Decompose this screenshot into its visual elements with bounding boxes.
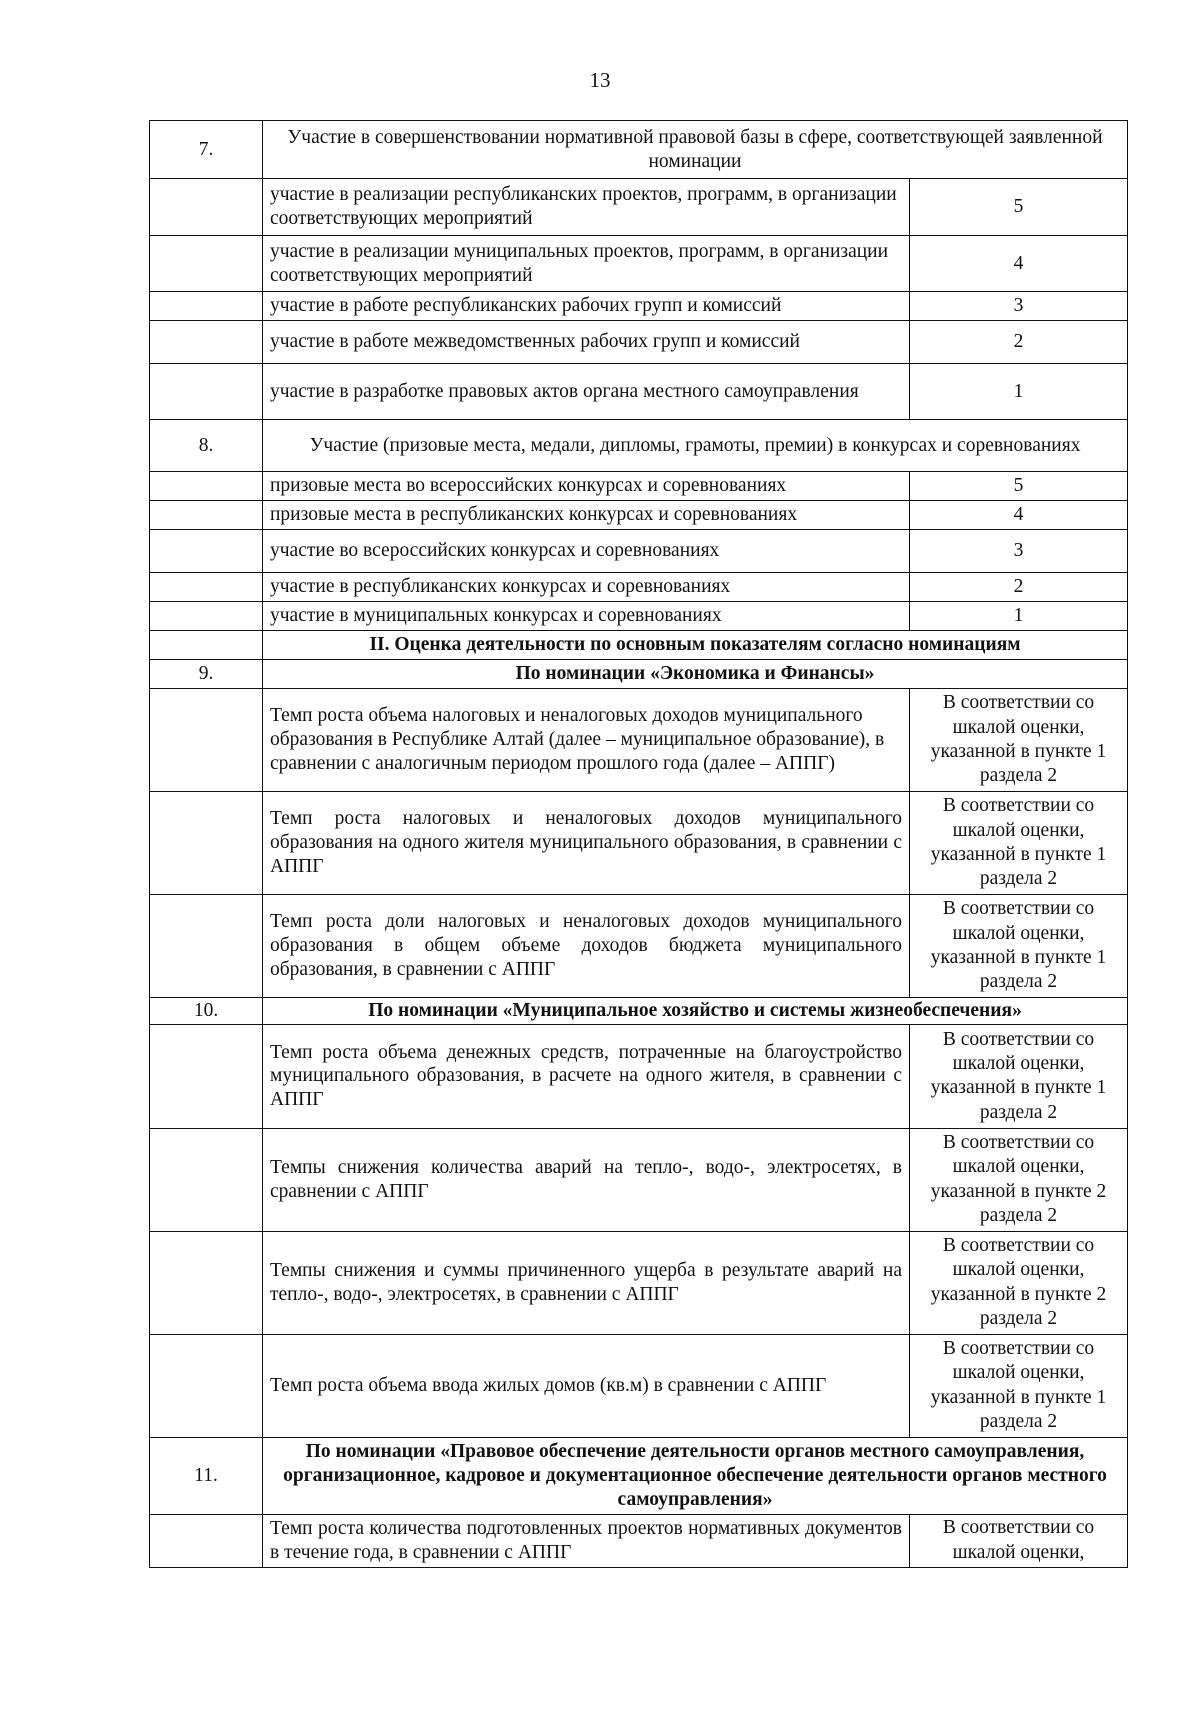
score-cell: 3: [910, 530, 1128, 573]
group-title: По номинации «Муниципальное хозяйство и системы жизнеобеспечения»: [263, 998, 1128, 1025]
table-row: [150, 689, 1128, 792]
section-row: [150, 631, 1128, 660]
table-row: [150, 1231, 1128, 1334]
number-cell: [150, 1514, 263, 1567]
score-cell: 1: [910, 364, 1128, 420]
criterion-text: призовые места во всероссийских конкурсах и соревнованиях: [263, 472, 910, 501]
score-cell: В соответствии со шкалой оценки, указанной в пункте 1 раздела 2: [910, 1334, 1128, 1437]
table-row: [150, 321, 1128, 364]
criterion-text: Темп роста объема налоговых и неналоговых доходов муниципального образования в Республике Алтай (далее – муниципальное образование), в сравнении с аналогичным периодом прошлого года (далее – АППГ): [263, 689, 910, 792]
table-row: [150, 501, 1128, 530]
criterion-text: участие в реализации республиканских проектов, программ, в организации соответствующих мероприятий: [263, 179, 910, 236]
criterion-text: Темп роста налоговых и неналоговых доходов муниципального образования на одного жителя муниципального образования, в сравнении с АППГ: [263, 792, 910, 895]
group-header-row: [150, 998, 1128, 1025]
group-header-row: [150, 1437, 1128, 1514]
table-row: [150, 1514, 1128, 1567]
table-row: [150, 602, 1128, 631]
criterion-text: Темпы снижения количества аварий на тепло-, водо-, электросетях, в сравнении с АППГ: [263, 1128, 910, 1231]
score-cell: 1: [910, 602, 1128, 631]
table-row: [150, 1334, 1128, 1437]
criterion-text: Темп роста объема денежных средств, потраченные на благоустройство муниципального образования, в расчете на одного жителя, в сравнении с АППГ: [263, 1024, 910, 1128]
number-cell: [150, 573, 263, 602]
score-cell: В соответствии со шкалой оценки, указанной в пункте 1 раздела 2: [910, 1024, 1128, 1128]
number-cell: [150, 631, 263, 660]
number-cell: [150, 602, 263, 631]
number-cell: [150, 1334, 263, 1437]
score-cell: В соответствии со шкалой оценки, указанной в пункте 2 раздела 2: [910, 1231, 1128, 1334]
table-row: [150, 179, 1128, 236]
number-cell: [150, 1128, 263, 1231]
number-cell: [150, 895, 263, 998]
criteria-table-body: [150, 121, 1128, 1568]
score-cell: 2: [910, 573, 1128, 602]
score-cell: 2: [910, 321, 1128, 364]
group-number: 8.: [150, 420, 263, 472]
criterion-text: Темп роста объема ввода жилых домов (кв.м) в сравнении с АППГ: [263, 1334, 910, 1437]
criterion-text: участие во всероссийских конкурсах и соревнованиях: [263, 530, 910, 573]
number-cell: [150, 236, 263, 292]
criterion-text: участие в разработке правовых актов органа местного самоуправления: [263, 364, 910, 420]
score-cell: 3: [910, 292, 1128, 321]
table-row: [150, 573, 1128, 602]
page-number: 13: [589, 68, 611, 92]
table-row: [150, 792, 1128, 895]
group-header-row: [150, 660, 1128, 689]
group-number: 9.: [150, 660, 263, 689]
table-row: [150, 472, 1128, 501]
criterion-text: участие в муниципальных конкурсах и соревнованиях: [263, 602, 910, 631]
number-cell: [150, 321, 263, 364]
number-cell: [150, 179, 263, 236]
group-header-row: [150, 121, 1128, 179]
score-cell: 4: [910, 236, 1128, 292]
group-number: 7.: [150, 121, 263, 179]
number-cell: [150, 501, 263, 530]
group-title: Участие в совершенствовании нормативной правовой базы в сфере, соответствующей заявленной номинации: [263, 121, 1128, 179]
criterion-text: участие в работе республиканских рабочих групп и комиссий: [263, 292, 910, 321]
table-row: [150, 895, 1128, 998]
score-cell: В соответствии со шкалой оценки, указанной в пункте 1 раздела 2: [910, 689, 1128, 792]
score-cell: 5: [910, 472, 1128, 501]
score-cell: В соответствии со шкалой оценки, указанной в пункте 2 раздела 2: [910, 1128, 1128, 1231]
table-row: [150, 292, 1128, 321]
score-cell: 4: [910, 501, 1128, 530]
criterion-text: призовые места в республиканских конкурсах и соревнованиях: [263, 501, 910, 530]
criterion-text: участие в реализации муниципальных проектов, программ, в организации соответствующих мероприятий: [263, 236, 910, 292]
number-cell: [150, 1024, 263, 1128]
group-number: 11.: [150, 1437, 263, 1514]
group-title: Участие (призовые места, медали, дипломы, грамоты, премии) в конкурсах и соревнованиях: [263, 420, 1128, 472]
score-cell: В соответствии со шкалой оценки, указанной в пункте 1 раздела 2: [910, 792, 1128, 895]
table-row: [150, 1024, 1128, 1128]
group-header-row: [150, 420, 1128, 472]
table-row: [150, 1128, 1128, 1231]
criterion-text: Темп роста доли налоговых и неналоговых доходов муниципального образования в общем объеме доходов бюджета муниципального образования, в сравнении с АППГ: [263, 895, 910, 998]
criteria-table: [149, 120, 1128, 1568]
score-cell: 5: [910, 179, 1128, 236]
table-row: [150, 236, 1128, 292]
number-cell: [150, 689, 263, 792]
table-row: [150, 364, 1128, 420]
group-number: 10.: [150, 998, 263, 1025]
criterion-text: участие в республиканских конкурсах и соревнованиях: [263, 573, 910, 602]
score-cell: В соответствии со шкалой оценки, указанной в пункте 1 раздела 2: [910, 895, 1128, 998]
number-cell: [150, 792, 263, 895]
table-row: [150, 530, 1128, 573]
number-cell: [150, 530, 263, 573]
criterion-text: Темпы снижения и суммы причиненного ущерба в результате аварий на тепло-, водо-, электросетях, в сравнении с АППГ: [263, 1231, 910, 1334]
number-cell: [150, 364, 263, 420]
group-title: По номинации «Правовое обеспечение деятельности органов местного самоуправления, организационное, кадровое и документационное обеспечение деятельности органов местного самоуправления»: [263, 1437, 1128, 1514]
number-cell: [150, 292, 263, 321]
criterion-text: Темп роста количества подготовленных проектов нормативных документов в течение года, в сравнении с АППГ: [263, 1514, 910, 1567]
group-title: По номинации «Экономика и Финансы»: [263, 660, 1128, 689]
section-title: II. Оценка деятельности по основным показателям согласно номинациям: [263, 631, 1128, 660]
number-cell: [150, 472, 263, 501]
number-cell: [150, 1231, 263, 1334]
score-cell: В соответствии со шкалой оценки,: [910, 1514, 1128, 1567]
criterion-text: участие в работе межведомственных рабочих групп и комиссий: [263, 321, 910, 364]
